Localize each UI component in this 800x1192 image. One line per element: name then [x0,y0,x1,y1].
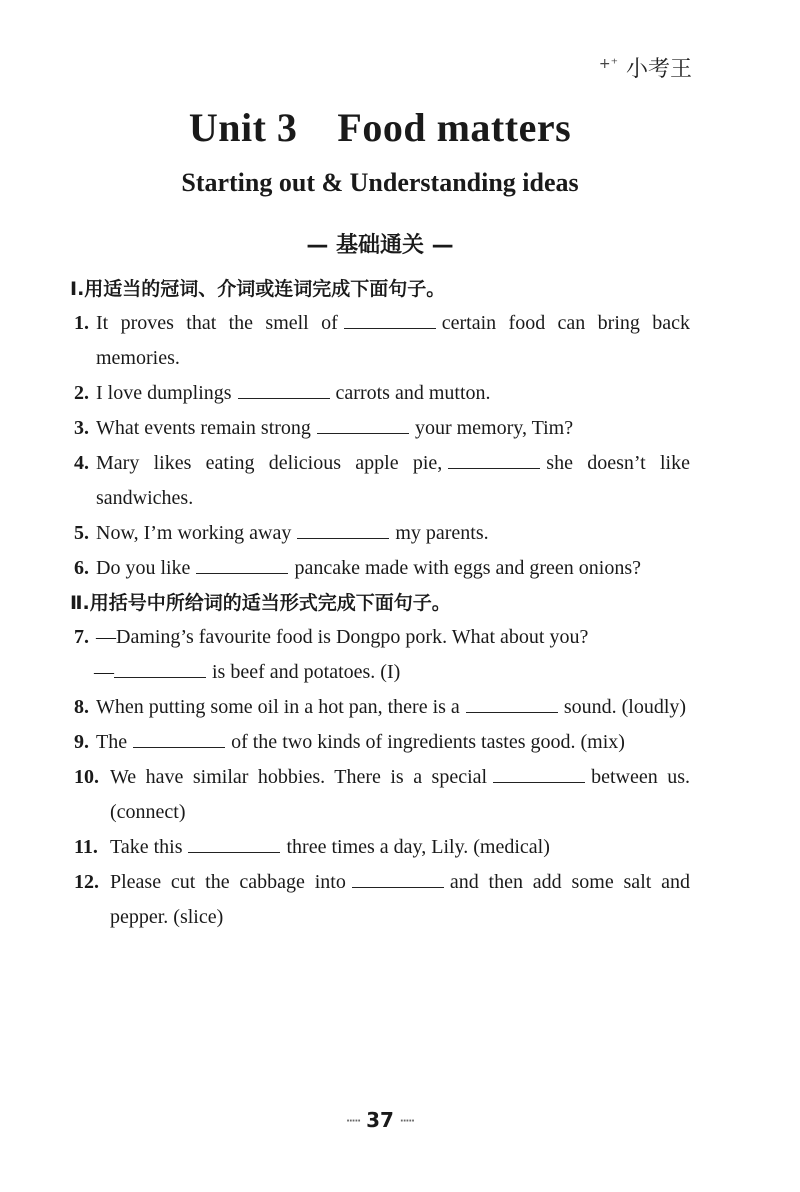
exercise-item [74,690,690,725]
unit-title [0,104,760,151]
item-text-after: carrots and mutton. [335,382,491,404]
part2-heading: Ⅱ.用括号中所给词的适当形式完成下面句子。 [70,592,451,614]
item-text-before: The [96,731,128,753]
reply-text: is beef and potatoes. (I) [212,661,401,683]
item-text-before: Please cut the cabbage into [110,871,346,893]
answer-blank[interactable] [466,711,558,713]
item-text-after: three times a day, Lily. (medical) [286,836,550,858]
unit-topic: Food matters [337,105,572,150]
answer-blank[interactable] [297,537,389,539]
item-text-after: sound. (loudly) [563,696,687,718]
item-text-before: Now, I’m working away [96,522,292,544]
exercise-item [74,376,690,411]
reply-dash: — [94,661,114,683]
item-number: 12. [74,871,99,893]
item-text-before: Do you like [96,557,191,579]
answer-blank[interactable] [352,886,444,888]
item-number: 6. [74,557,89,579]
page-number-text: 37 [366,1108,394,1132]
dialog-question: —Daming’s favourite food is Dongpo pork. What about you? [96,626,589,648]
answer-blank[interactable] [344,327,436,329]
answer-blank[interactable] [196,572,288,574]
lesson-subtitle: Starting out & Understanding ideas [181,168,579,197]
item-text-before: We have similar hobbies. There is a special [110,766,488,788]
exercise-item [74,865,690,935]
exercise-item [74,446,690,516]
item-text-after: certain food can bring back memories. [96,312,690,369]
answer-blank[interactable] [133,746,225,748]
item-number: 2. [74,382,89,404]
answer-blank[interactable] [188,851,280,853]
item-text-before: Take this [110,836,183,858]
item-text-after: pancake made with eggs and green onions? [294,557,641,579]
dots-left-icon: ∙∙∙∙∙ [346,1116,361,1127]
item-number: 11. [74,836,98,858]
exercise-item [74,725,690,760]
exercise-item [74,830,690,865]
item-text-after: my parents. [395,522,489,544]
item-text-before: When putting some oil in a hot pan, there is a [96,696,460,718]
item-number: 5. [74,522,89,544]
item-text-after: she doesn’t like sandwiches. [96,452,690,509]
item-number: 9. [74,731,89,753]
exercise-content [70,272,690,935]
item-text-before: What events remain strong [96,417,311,439]
item-text-after: of the two kinds of ingredients tastes good. (mix) [231,731,625,753]
exercise-item [74,516,690,551]
item-text-after: your memory, Tim? [414,417,574,439]
exercise-item [74,620,690,655]
item-text-after: between us. (connect) [110,766,690,823]
item-text-before: Mary likes eating delicious apple pie, [96,452,443,474]
dots-right-icon: ∙∙∙∙∙ [399,1116,414,1127]
unit-number: Unit 3 [188,105,298,150]
item-number: 10. [74,766,99,788]
item-number: 4. [74,452,89,474]
brand-logo [599,52,692,83]
brand-name: 小考王 [625,57,692,82]
exercise-item [74,411,690,446]
answer-blank[interactable] [493,781,585,783]
exercise-item [74,551,690,586]
item-number: 3. [74,417,89,439]
item-text-before: It proves that the smell of [96,312,338,334]
exercise-item [74,306,690,376]
answer-blank[interactable] [114,676,206,678]
item-text-before: I love dumplings [96,382,232,404]
dialog-reply [74,655,690,690]
item-text-after: and then add some salt and pepper. (slice) [110,871,690,928]
exercise-item [74,760,690,830]
page-number [0,1108,760,1132]
answer-blank[interactable] [317,432,409,434]
item-number: 7. [74,626,89,648]
sparkle-icon: +⁺ [598,55,618,72]
part1-heading: Ⅰ.用适当的冠词、介词或连词完成下面句子。 [70,278,446,300]
item-number: 8. [74,696,89,718]
answer-blank[interactable] [238,397,330,399]
section-banner: — 基础通关 — [306,233,454,258]
item-number: 1. [74,312,89,334]
answer-blank[interactable] [448,467,540,469]
